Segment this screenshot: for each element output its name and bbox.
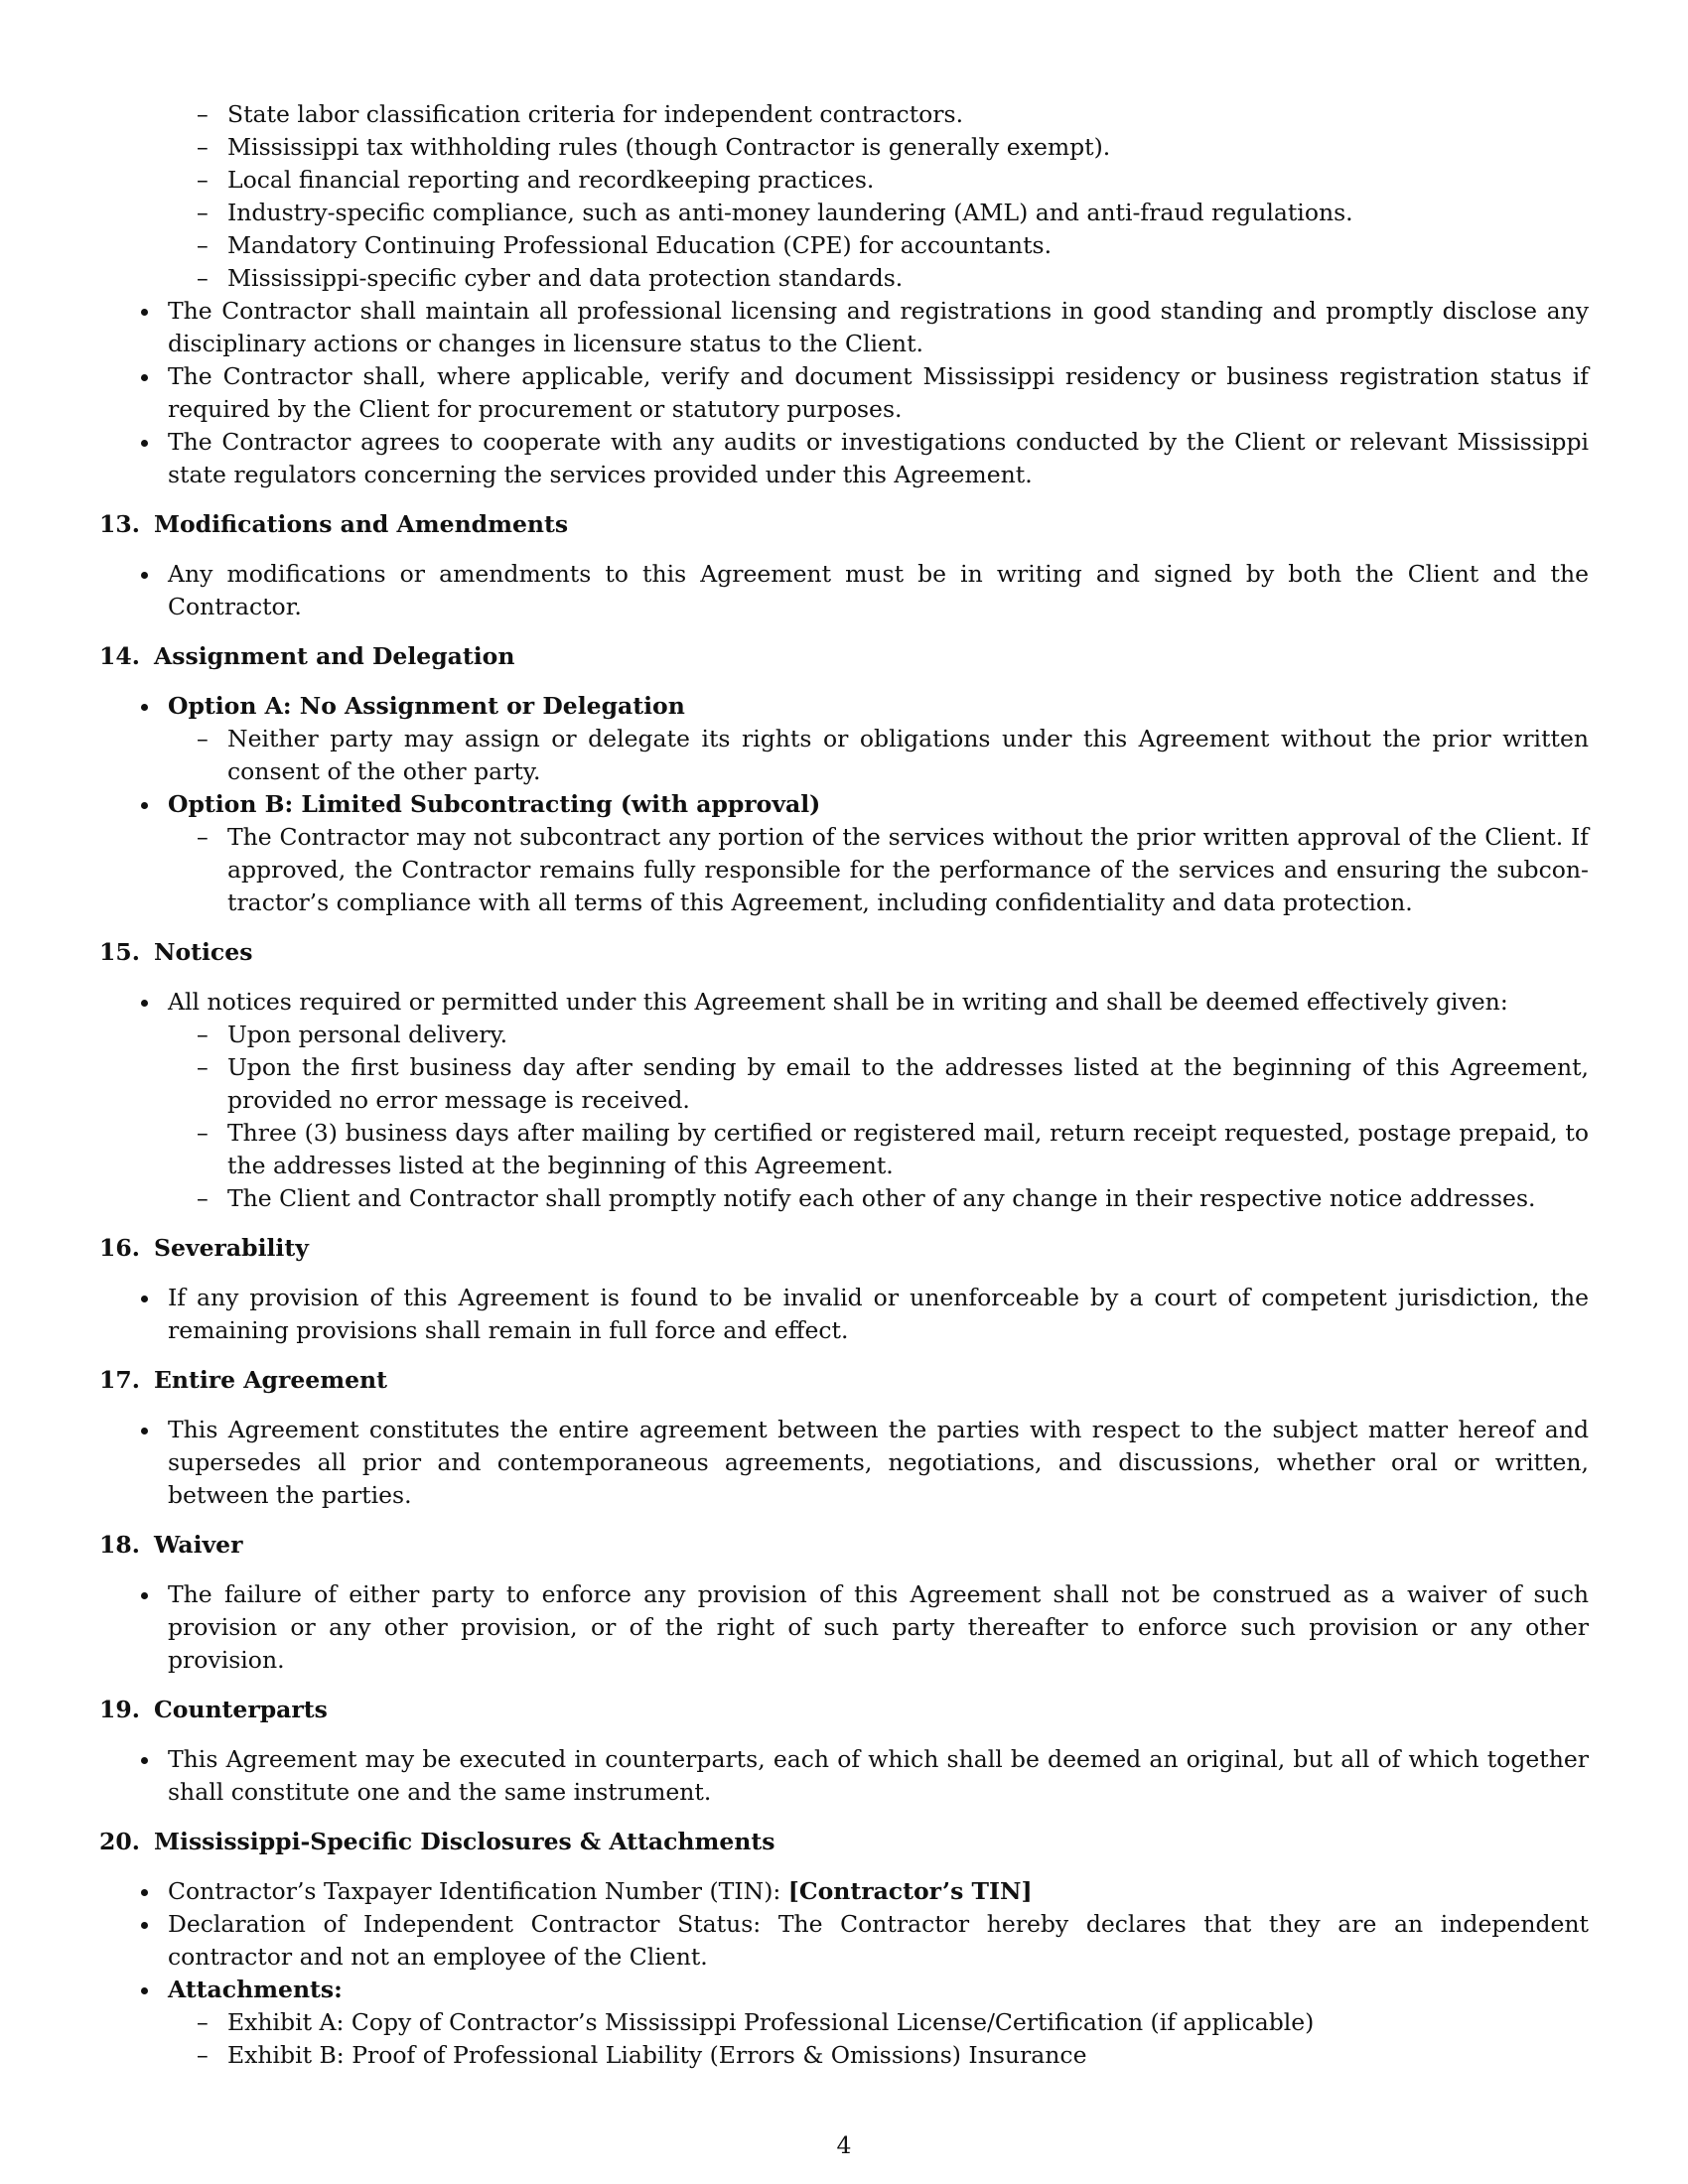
tin-label: Contractor’s Taxpayer Identification Number (TIN): [168, 1877, 788, 1905]
section-18-list [99, 1578, 1589, 1677]
section-14-list [99, 690, 1589, 919]
section-17-list [99, 1414, 1589, 1512]
list-item: – The Client and Contractor shall promptly notify each other of any change in their respective notice addresses. [168, 1182, 1589, 1215]
notices-item [99, 986, 1589, 1215]
section-number: 19. [99, 1696, 140, 1723]
page-number: 4 [836, 2131, 852, 2159]
document-page [99, 98, 1589, 2072]
list-item: – Local financial reporting and recordkeeping practices. [99, 164, 1589, 197]
section-title: Waiver [154, 1531, 243, 1559]
list-item: Any modifications or amendments to this Agreement must be in writing and signed by both the Client and the Contractor. [99, 558, 1589, 623]
list-item: – Upon the first business day after sending by email to the addresses listed at the beginning of this Agreement, provided no error message is received. [168, 1051, 1589, 1117]
list-item: – The Contractor may not subcontract any portion of the services without the prior written approval of the Client. If approved, the Contractor remains fully responsible for the performance of the services and ensuring the subcontractor’s compliance with all terms of this Agreement, including confidentiality and data protection. [168, 821, 1589, 919]
list-item: – Exhibit A: Copy of Contractor’s Mississippi Professional License/Certification (if applicable) [168, 2006, 1589, 2039]
compliance-sub-list [99, 98, 1589, 295]
list-item: – Mississippi tax withholding rules (though Contractor is generally exempt). [99, 131, 1589, 164]
option-a-item [99, 690, 1589, 788]
option-b-item [99, 788, 1589, 919]
list-item: This Agreement constitutes the entire agreement between the parties with respect to the subject matter hereof and supersedes all prior and contemporaneous agreements, negotiations, and discussions, whether oral or written, between the parties. [99, 1414, 1589, 1512]
list-item: The Contractor shall, where applicable, verify and document Mississippi residency or business registration status if required by the Client for procurement or statutory purposes. [99, 360, 1589, 426]
section-number: 13. [99, 510, 140, 538]
list-item: – Mississippi-specific cyber and data protection standards. [99, 262, 1589, 295]
section-20-heading [99, 1826, 1589, 1858]
section-16-list [99, 1282, 1589, 1347]
section-title: Entire Agreement [154, 1366, 387, 1394]
list-item: – Neither party may assign or delegate its rights or obligations under this Agreement without the prior written consent of the other party. [168, 723, 1589, 788]
attachments-item [99, 1974, 1589, 2072]
list-item: This Agreement may be executed in counterparts, each of which shall be deemed an original, but all of which together shall constitute one and the same instrument. [99, 1743, 1589, 1809]
tin-placeholder: [Contractor’s TIN] [787, 1877, 1033, 1905]
option-a-label: Option A: No Assignment or Delegation [168, 692, 685, 720]
list-item: – Three (3) business days after mailing by certified or registered mail, return receipt requested, postage prepaid, to the addresses listed at the beginning of this Agreement. [168, 1117, 1589, 1182]
tin-item [99, 1875, 1589, 1908]
list-item: If any provision of this Agreement is found to be invalid or unenforceable by a court of competent jurisdiction, the remaining provisions shall remain in full force and effect. [99, 1282, 1589, 1347]
attachments-label: Attachments: [168, 1976, 343, 2003]
list-item: Declaration of Independent Contractor Status: The Contractor hereby declares that they are an independent contractor and not an employee of the Client. [99, 1908, 1589, 1974]
section-14-heading [99, 640, 1589, 673]
section-16-heading [99, 1232, 1589, 1265]
list-item: The failure of either party to enforce any provision of this Agreement shall not be construed as a waiver of such provision or any other provision, or of the right of such party thereafter to enforce such provision or any other provision. [99, 1578, 1589, 1677]
section-20-list [99, 1875, 1589, 2072]
section-15-list [99, 986, 1589, 1215]
section-title: Counterparts [154, 1696, 328, 1723]
section-number: 14. [99, 642, 140, 670]
section-13-heading [99, 508, 1589, 541]
list-item: The Contractor agrees to cooperate with any audits or investigations conducted by the Client or relevant Mississippi state regulators concerning the services provided under this Agreement. [99, 426, 1589, 491]
section-number: 16. [99, 1234, 140, 1262]
list-item: – State labor classification criteria for independent contractors. [99, 98, 1589, 131]
list-item: The Contractor shall maintain all professional licensing and registrations in good standing and promptly disclose any disciplinary actions or changes in licensure status to the Client. [99, 295, 1589, 360]
section-title: Notices [154, 938, 253, 966]
section-number: 20. [99, 1828, 140, 1855]
section-number: 15. [99, 938, 140, 966]
list-item: – Exhibit B: Proof of Professional Liability (Errors & Omissions) Insurance [168, 2039, 1589, 2072]
section-title: Assignment and Delegation [154, 642, 515, 670]
section-title: Mississippi-Specific Disclosures & Attachments [154, 1828, 775, 1855]
section-number: 17. [99, 1366, 140, 1394]
section-13-list [99, 558, 1589, 623]
section-18-heading [99, 1529, 1589, 1562]
list-item: – Upon personal delivery. [168, 1019, 1589, 1051]
option-b-label: Option B: Limited Subcontracting (with approval) [168, 790, 821, 818]
section-19-heading [99, 1694, 1589, 1726]
notices-intro: All notices required or permitted under this Agreement shall be in writing and shall be deemed effectively given: [168, 988, 1508, 1016]
section-number: 18. [99, 1531, 140, 1559]
section-title: Severability [154, 1234, 309, 1262]
list-item: – Industry-specific compliance, such as anti-money laundering (AML) and anti-fraud regulations. [99, 197, 1589, 229]
section-19-list [99, 1743, 1589, 1809]
section-15-heading [99, 936, 1589, 969]
section-17-heading [99, 1364, 1589, 1397]
section-title: Modifications and Amendments [154, 510, 569, 538]
compliance-bullets [99, 295, 1589, 491]
list-item: – Mandatory Continuing Professional Education (CPE) for accountants. [99, 229, 1589, 262]
